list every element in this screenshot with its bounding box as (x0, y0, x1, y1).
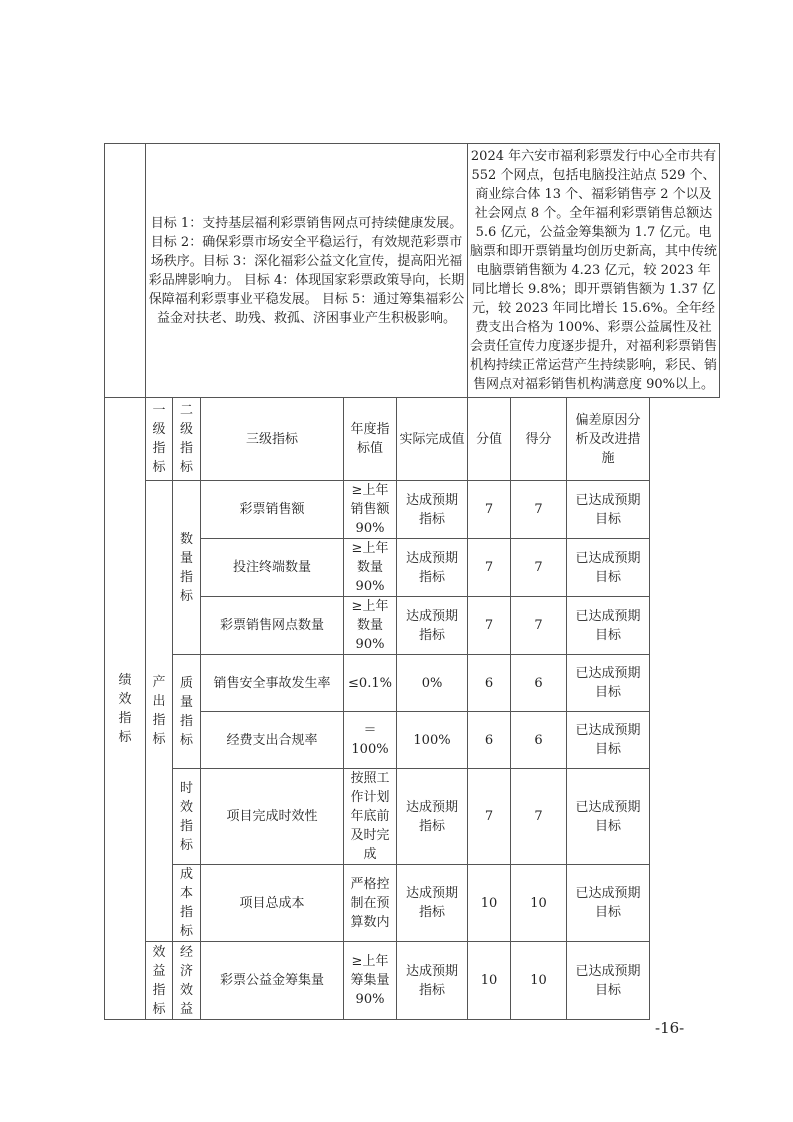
header-level3: 三级指标 (201, 398, 344, 481)
group-benefit: 效益指标 (146, 942, 173, 1020)
score-cell: 10 (511, 865, 567, 942)
note-cell: 已达成预期目标 (567, 865, 650, 942)
actual-cell: 达成预期指标 (397, 865, 468, 942)
target-cell: ＝100% (344, 712, 397, 769)
annual-summary-text: 2024 年六安市福利彩票发行中心全市共有 552 个网点，包括电脑投注站点 529 个、商业综合体 13 个、福彩销售亭 2 个以及社会网点 8 个。全年福利彩票销售总额达 5.6 亿元，公益金筹集额为 1.7 亿元。电脑票和即开票销量均创历史新高，其中传统电脑票销售额为 4.23 亿元，较 2023 年同比增长 9.8%；即开票销售额为 1.37 亿元，较 2023 年同比增长 15.6%。全年经费支出合格为 100%、彩票公益属性及社会责任宣传力度逐步提升，对福利彩票销售机构持续正常运营产生持续影响，彩民、销售网点对福彩销售机构满意度 90%以上。 (468, 144, 720, 398)
weight-cell: 6 (468, 655, 511, 712)
performance-label: 绩效指标 (118, 672, 132, 745)
header-row (105, 398, 720, 481)
weight-cell: 7 (468, 481, 511, 539)
indicator-cell: 项目总成本 (201, 865, 344, 942)
group-timeliness: 时效指标 (173, 769, 201, 865)
group-cost: 成本指标 (173, 865, 201, 942)
goals-row (105, 144, 720, 398)
score-cell: 7 (511, 481, 567, 539)
weight-cell: 7 (468, 597, 511, 655)
indicator-cell: 经费支出合规率 (201, 712, 344, 769)
group-output: 产出指标 (146, 481, 173, 942)
performance-label-cell (105, 398, 146, 1020)
score-cell: 7 (511, 597, 567, 655)
actual-cell: 达成预期指标 (397, 769, 468, 865)
target-cell: ≥上年数量90% (344, 539, 397, 597)
indicator-cell: 项目完成时效性 (201, 769, 344, 865)
actual-cell: 达成预期指标 (397, 481, 468, 539)
actual-cell: 100% (397, 712, 468, 769)
actual-cell: 达成预期指标 (397, 942, 468, 1020)
target-cell: 按照工作计划年底前及时完成 (344, 769, 397, 865)
target-cell: ≥上年销售额90% (344, 481, 397, 539)
target-cell: ≥上年数量90% (344, 597, 397, 655)
header-score: 得分 (511, 398, 567, 481)
indicator-cell: 彩票销售网点数量 (201, 597, 344, 655)
actual-cell: 达成预期指标 (397, 539, 468, 597)
note-cell: 已达成预期目标 (567, 942, 650, 1020)
actual-cell: 达成预期指标 (397, 597, 468, 655)
target-cell: ≤0.1% (344, 655, 397, 712)
table-row (105, 769, 720, 865)
goals-left-label (105, 144, 146, 398)
indicator-cell: 销售安全事故发生率 (201, 655, 344, 712)
target-cell: 严格控制在预算数内 (344, 865, 397, 942)
group-quality: 质量指标 (173, 655, 201, 769)
indicator-cell: 投注终端数量 (201, 539, 344, 597)
note-cell: 已达成预期目标 (567, 712, 650, 769)
header-weight: 分值 (468, 398, 511, 481)
performance-table (104, 143, 720, 1020)
score-cell: 6 (511, 655, 567, 712)
table-row (105, 942, 720, 1020)
note-cell: 已达成预期目标 (567, 481, 650, 539)
note-cell: 已达成预期目标 (567, 769, 650, 865)
target-cell: ≥上年筹集量90% (344, 942, 397, 1020)
table-row (105, 865, 720, 942)
weight-cell: 7 (468, 539, 511, 597)
table-row (105, 655, 720, 712)
indicator-cell: 彩票公益金筹集量 (201, 942, 344, 1020)
actual-cell: 0% (397, 655, 468, 712)
weight-cell: 10 (468, 865, 511, 942)
page-number: -16- (655, 1019, 685, 1037)
weight-cell: 6 (468, 712, 511, 769)
note-cell: 已达成预期目标 (567, 539, 650, 597)
score-cell: 7 (511, 539, 567, 597)
header-level1: 一级指标 (146, 398, 173, 481)
indicator-cell: 彩票销售额 (201, 481, 344, 539)
table-row (105, 481, 720, 539)
note-cell: 已达成预期目标 (567, 655, 650, 712)
group-economic: 经济效益 (173, 942, 201, 1020)
header-actual: 实际完成值 (397, 398, 468, 481)
weight-cell: 7 (468, 769, 511, 865)
score-cell: 7 (511, 769, 567, 865)
annual-goals-text: 目标 1：支持基层福利彩票销售网点可持续健康发展。目标 2：确保彩票市场安全平稳运行，有效规范彩票市场秩序。目标 3：深化福彩公益文化宣传，提高阳光福彩品牌影响力。 目标 4：体现国家彩票政策导向，长期保障福利彩票事业平稳发展。 目标 5：通过筹集福彩公益金对扶老、助残、救孤、济困事业产生积极影响。 (146, 144, 468, 398)
header-annual-target: 年度指标值 (344, 398, 397, 481)
header-level2: 二级指标 (173, 398, 201, 481)
group-quantity: 数量指标 (173, 481, 201, 655)
score-cell: 6 (511, 712, 567, 769)
note-cell: 已达成预期目标 (567, 597, 650, 655)
header-deviation: 偏差原因分析及改进措施 (567, 398, 650, 481)
weight-cell: 10 (468, 942, 511, 1020)
score-cell: 10 (511, 942, 567, 1020)
